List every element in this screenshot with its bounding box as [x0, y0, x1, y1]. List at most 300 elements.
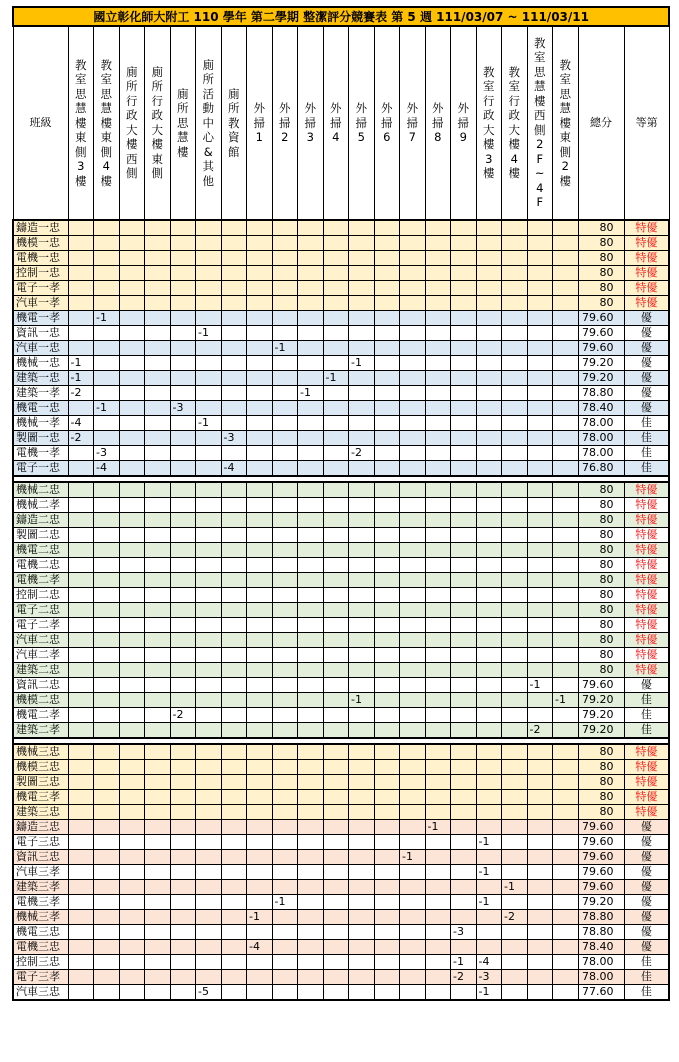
score-cell — [502, 220, 528, 236]
score-cell — [221, 573, 247, 588]
score-cell — [145, 633, 171, 648]
score-cell — [94, 386, 120, 401]
score-cell — [119, 775, 145, 790]
total-cell: 80 — [578, 618, 624, 633]
score-cell — [221, 985, 247, 1001]
score-cell — [145, 835, 171, 850]
score-cell — [119, 296, 145, 311]
score-cell — [374, 401, 400, 416]
score-cell — [221, 416, 247, 431]
header-area: 教室行政大樓4樓 — [502, 26, 528, 220]
score-cell — [400, 543, 426, 558]
score-cell — [502, 603, 528, 618]
score-cell — [196, 805, 222, 820]
score-cell — [221, 220, 247, 236]
score-cell — [247, 865, 273, 880]
class-name-cell: 機電一忠 — [13, 401, 68, 416]
score-cell — [374, 820, 400, 835]
score-cell — [298, 431, 324, 446]
score-cell — [374, 633, 400, 648]
table-row — [13, 326, 669, 341]
score-cell — [400, 744, 426, 760]
score-cell: -2 — [68, 386, 94, 401]
score-cell — [272, 431, 298, 446]
class-name-cell: 機電二忠 — [13, 543, 68, 558]
score-cell — [451, 416, 477, 431]
score-cell — [349, 850, 375, 865]
score-cell — [272, 251, 298, 266]
score-cell — [170, 618, 196, 633]
score-cell — [400, 895, 426, 910]
score-cell — [400, 820, 426, 835]
score-cell — [94, 236, 120, 251]
score-cell — [196, 461, 222, 477]
score-cell — [349, 970, 375, 985]
score-cell — [323, 775, 349, 790]
score-cell — [527, 573, 553, 588]
score-cell: -1 — [425, 820, 451, 835]
score-cell: -1 — [196, 326, 222, 341]
score-cell — [400, 940, 426, 955]
score-cell — [298, 760, 324, 775]
score-cell — [196, 386, 222, 401]
score-cell — [323, 820, 349, 835]
total-cell: 80 — [578, 558, 624, 573]
score-cell — [400, 775, 426, 790]
score-cell — [527, 850, 553, 865]
class-name-cell: 建築二孝 — [13, 723, 68, 739]
score-cell — [502, 416, 528, 431]
score-cell — [94, 865, 120, 880]
score-cell — [553, 296, 579, 311]
score-cell — [451, 678, 477, 693]
rank-cell: 特優 — [624, 236, 669, 251]
score-cell — [196, 603, 222, 618]
score-cell — [170, 820, 196, 835]
score-cell — [553, 251, 579, 266]
rank-cell: 佳 — [624, 708, 669, 723]
score-cell — [553, 850, 579, 865]
table-row — [13, 618, 669, 633]
score-cell — [221, 744, 247, 760]
table-row — [13, 401, 669, 416]
score-cell — [94, 775, 120, 790]
score-cell — [349, 416, 375, 431]
score-cell — [221, 850, 247, 865]
score-cell — [119, 416, 145, 431]
score-cell — [272, 850, 298, 865]
score-cell — [502, 528, 528, 543]
score-cell — [247, 850, 273, 865]
score-cell — [196, 678, 222, 693]
score-cell — [349, 955, 375, 970]
score-cell — [68, 708, 94, 723]
class-name-cell: 建築三忠 — [13, 805, 68, 820]
score-cell — [119, 663, 145, 678]
score-cell — [349, 865, 375, 880]
score-cell — [323, 311, 349, 326]
score-cell — [119, 588, 145, 603]
score-cell — [527, 588, 553, 603]
score-cell — [400, 401, 426, 416]
score-cell — [68, 446, 94, 461]
score-cell — [247, 648, 273, 663]
score-cell — [349, 618, 375, 633]
header-area: 外掃4 — [323, 26, 349, 220]
score-cell — [502, 296, 528, 311]
score-cell — [247, 970, 273, 985]
score-cell — [323, 482, 349, 498]
score-cell — [298, 775, 324, 790]
score-cell — [425, 633, 451, 648]
score-cell — [374, 850, 400, 865]
score-cell — [400, 341, 426, 356]
score-cell — [374, 588, 400, 603]
score-cell — [94, 588, 120, 603]
score-cell — [425, 341, 451, 356]
score-cell — [298, 573, 324, 588]
score-cell — [298, 723, 324, 739]
score-cell — [272, 663, 298, 678]
score-cell — [196, 633, 222, 648]
score-cell: -1 — [476, 895, 502, 910]
score-cell — [451, 528, 477, 543]
total-cell: 80 — [578, 790, 624, 805]
score-cell — [298, 985, 324, 1001]
score-cell — [145, 850, 171, 865]
score-cell — [451, 603, 477, 618]
score-cell — [400, 648, 426, 663]
score-cell — [349, 326, 375, 341]
score-cell — [374, 775, 400, 790]
score-cell — [221, 371, 247, 386]
total-cell: 79.60 — [578, 820, 624, 835]
score-cell — [400, 311, 426, 326]
total-cell: 80 — [578, 775, 624, 790]
score-cell — [400, 558, 426, 573]
score-cell — [476, 296, 502, 311]
score-cell — [323, 326, 349, 341]
score-cell — [323, 356, 349, 371]
total-cell: 78.00 — [578, 431, 624, 446]
score-cell — [145, 648, 171, 663]
score-cell — [196, 693, 222, 708]
score-cell — [68, 498, 94, 513]
score-cell — [68, 482, 94, 498]
total-cell: 79.60 — [578, 865, 624, 880]
score-cell — [349, 678, 375, 693]
score-cell — [400, 805, 426, 820]
score-cell — [68, 955, 94, 970]
score-cell — [553, 498, 579, 513]
score-cell — [272, 835, 298, 850]
total-cell: 78.00 — [578, 416, 624, 431]
class-name-cell: 機模三忠 — [13, 760, 68, 775]
score-cell — [145, 311, 171, 326]
score-cell — [349, 775, 375, 790]
score-cell — [527, 341, 553, 356]
score-cell — [119, 790, 145, 805]
total-cell: 79.20 — [578, 895, 624, 910]
score-cell — [349, 281, 375, 296]
score-cell — [170, 693, 196, 708]
table-row — [13, 588, 669, 603]
score-cell: -3 — [476, 970, 502, 985]
score-cell — [272, 588, 298, 603]
score-cell — [400, 603, 426, 618]
score-cell: -1 — [94, 311, 120, 326]
score-cell — [247, 895, 273, 910]
score-cell — [323, 461, 349, 477]
score-cell — [323, 281, 349, 296]
score-cell — [400, 386, 426, 401]
score-cell — [323, 744, 349, 760]
score-cell — [145, 326, 171, 341]
score-cell — [170, 573, 196, 588]
score-cell — [374, 431, 400, 446]
score-cell — [425, 708, 451, 723]
score-cell — [527, 482, 553, 498]
score-cell — [68, 558, 94, 573]
score-cell — [476, 386, 502, 401]
score-cell — [476, 401, 502, 416]
class-name-cell: 電機三忠 — [13, 940, 68, 955]
score-cell — [425, 513, 451, 528]
score-cell — [527, 820, 553, 835]
score-cell — [553, 820, 579, 835]
score-cell — [221, 708, 247, 723]
score-cell — [221, 760, 247, 775]
class-name-cell: 機械一孝 — [13, 416, 68, 431]
score-cell — [170, 220, 196, 236]
score-cell — [196, 341, 222, 356]
score-cell — [247, 356, 273, 371]
score-cell — [349, 895, 375, 910]
table-row — [13, 311, 669, 326]
score-cell — [119, 558, 145, 573]
score-cell — [298, 663, 324, 678]
total-cell: 80 — [578, 482, 624, 498]
score-cell — [298, 296, 324, 311]
score-cell — [425, 744, 451, 760]
score-cell — [502, 311, 528, 326]
score-cell — [247, 498, 273, 513]
total-cell: 80 — [578, 513, 624, 528]
score-cell — [476, 281, 502, 296]
score-cell — [94, 543, 120, 558]
score-cell — [145, 498, 171, 513]
score-cell — [145, 895, 171, 910]
score-cell — [527, 296, 553, 311]
score-cell — [272, 296, 298, 311]
score-cell — [94, 940, 120, 955]
score-cell — [298, 603, 324, 618]
score-cell — [502, 513, 528, 528]
score-cell — [94, 431, 120, 446]
score-cell — [196, 955, 222, 970]
score-cell — [349, 251, 375, 266]
score-cell — [476, 416, 502, 431]
rank-cell: 特優 — [624, 220, 669, 236]
score-cell — [145, 880, 171, 895]
score-cell — [145, 513, 171, 528]
score-cell — [94, 925, 120, 940]
score-cell — [196, 970, 222, 985]
score-cell — [272, 910, 298, 925]
header-area: 外掃1 — [247, 26, 273, 220]
score-cell — [68, 820, 94, 835]
class-name-cell: 機電一孝 — [13, 311, 68, 326]
score-cell — [196, 760, 222, 775]
table-row — [13, 760, 669, 775]
score-cell — [68, 850, 94, 865]
score-cell — [94, 648, 120, 663]
score-cell — [425, 648, 451, 663]
score-cell — [349, 940, 375, 955]
score-cell — [221, 663, 247, 678]
score-cell — [527, 236, 553, 251]
score-cell: -1 — [247, 910, 273, 925]
score-cell — [196, 925, 222, 940]
score-cell — [425, 281, 451, 296]
score-cell — [145, 820, 171, 835]
class-name-cell: 控制二忠 — [13, 588, 68, 603]
total-cell: 78.00 — [578, 446, 624, 461]
total-cell: 79.60 — [578, 850, 624, 865]
rank-cell: 優 — [624, 940, 669, 955]
score-cell — [170, 386, 196, 401]
score-cell — [298, 498, 324, 513]
score-cell — [298, 266, 324, 281]
score-cell — [451, 386, 477, 401]
score-cell — [400, 985, 426, 1001]
score-cell — [451, 744, 477, 760]
score-cell — [94, 371, 120, 386]
score-cell — [247, 236, 273, 251]
header-area: 廁所行政大樓西側 — [119, 26, 145, 220]
score-cell — [68, 296, 94, 311]
score-cell — [425, 760, 451, 775]
score-cell — [247, 723, 273, 739]
score-cell: -1 — [476, 865, 502, 880]
rank-cell: 特優 — [624, 603, 669, 618]
header-class: 班級 — [13, 26, 68, 220]
total-cell: 80 — [578, 236, 624, 251]
score-cell — [247, 558, 273, 573]
score-cell — [323, 341, 349, 356]
score-cell — [476, 543, 502, 558]
class-name-cell: 汽車二孝 — [13, 648, 68, 663]
score-cell — [145, 970, 171, 985]
score-cell — [221, 955, 247, 970]
score-cell — [553, 910, 579, 925]
score-cell — [553, 482, 579, 498]
score-cell — [553, 663, 579, 678]
score-cell — [400, 371, 426, 386]
score-cell — [527, 805, 553, 820]
class-name-cell: 汽車二忠 — [13, 633, 68, 648]
score-cell — [247, 633, 273, 648]
score-cell — [374, 708, 400, 723]
score-cell — [527, 371, 553, 386]
score-cell — [94, 760, 120, 775]
score-cell — [502, 633, 528, 648]
score-cell — [247, 678, 273, 693]
score-cell — [323, 940, 349, 955]
score-cell — [272, 482, 298, 498]
score-cell — [425, 573, 451, 588]
score-cell — [170, 723, 196, 739]
score-cell — [451, 820, 477, 835]
score-cell — [94, 341, 120, 356]
score-cell — [145, 985, 171, 1001]
score-cell — [221, 790, 247, 805]
header-area: 外掃7 — [400, 26, 426, 220]
score-cell — [451, 311, 477, 326]
score-cell — [451, 498, 477, 513]
score-table — [12, 6, 670, 1001]
score-cell — [196, 775, 222, 790]
score-cell — [553, 220, 579, 236]
total-cell: 79.60 — [578, 341, 624, 356]
score-cell — [349, 401, 375, 416]
table-row — [13, 850, 669, 865]
score-cell — [374, 760, 400, 775]
score-cell — [119, 236, 145, 251]
score-cell — [196, 865, 222, 880]
score-cell — [221, 880, 247, 895]
rank-cell: 特優 — [624, 513, 669, 528]
score-cell — [451, 341, 477, 356]
score-cell — [119, 356, 145, 371]
score-cell — [196, 356, 222, 371]
score-cell — [451, 296, 477, 311]
score-cell — [527, 895, 553, 910]
score-cell — [374, 880, 400, 895]
score-cell — [451, 910, 477, 925]
table-row — [13, 970, 669, 985]
score-cell: -1 — [502, 880, 528, 895]
score-cell — [94, 266, 120, 281]
score-cell — [247, 603, 273, 618]
score-cell — [323, 880, 349, 895]
score-cell — [374, 266, 400, 281]
score-cell — [68, 326, 94, 341]
score-cell — [349, 573, 375, 588]
score-cell — [196, 311, 222, 326]
table-row — [13, 416, 669, 431]
score-cell — [502, 970, 528, 985]
score-cell — [451, 835, 477, 850]
score-cell — [476, 723, 502, 739]
table-row — [13, 955, 669, 970]
score-cell — [221, 326, 247, 341]
score-cell — [553, 805, 579, 820]
score-cell — [476, 790, 502, 805]
score-cell — [170, 446, 196, 461]
score-cell — [221, 865, 247, 880]
score-cell — [553, 416, 579, 431]
score-cell — [425, 401, 451, 416]
table-row — [13, 543, 669, 558]
score-cell — [374, 482, 400, 498]
score-cell — [170, 865, 196, 880]
score-cell — [170, 760, 196, 775]
score-cell — [425, 925, 451, 940]
score-cell — [400, 925, 426, 940]
score-cell — [527, 386, 553, 401]
table-row — [13, 678, 669, 693]
